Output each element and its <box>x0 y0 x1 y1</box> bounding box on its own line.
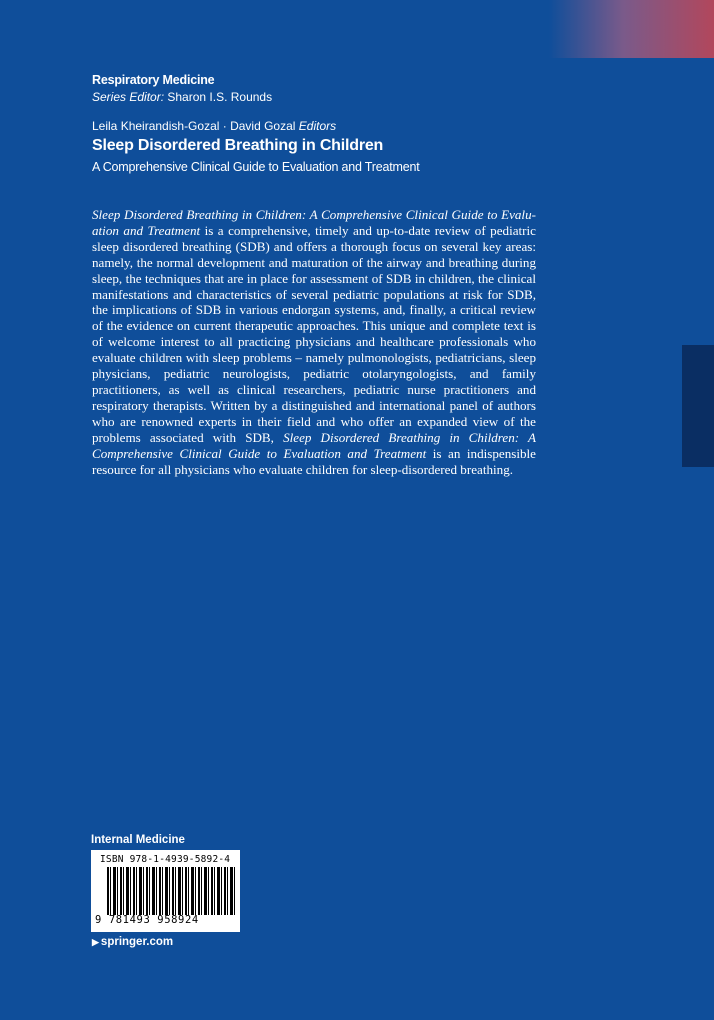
editor-names: Leila Kheirandish-Gozal · David Gozal <box>92 119 296 133</box>
blurb-mid-title: Sleep Disordered Breathing in Children: A Comprehensive Clinical Guide to Evaluation and Treatment <box>92 429 537 461</box>
blurb-body-2: is an indispensible resource for all physicians who evaluate children for sleep-disordered breathing. <box>92 445 536 477</box>
arrow-right-icon: ▶ <box>92 937 99 947</box>
blurb-paragraph <box>92 207 536 477</box>
category-label: Internal Medicine <box>91 834 185 846</box>
series-editor-label: Series Editor: <box>92 90 165 104</box>
isbn-barcode <box>91 850 240 932</box>
isbn-number: ISBN 978-1-4939-5892-4 <box>100 854 231 865</box>
series-editor-name: Sharon I.S. Rounds <box>167 90 273 104</box>
side-tab-marker <box>682 345 714 467</box>
publisher-link[interactable] <box>92 935 173 949</box>
barcode-digits: 9 781493 958924 <box>95 914 199 926</box>
series-editor <box>92 89 272 106</box>
barcode-bars <box>107 867 235 915</box>
book-subtitle: A Comprehensive Clinical Guide to Evaluation and Treatment <box>92 160 420 174</box>
corner-gradient-accent <box>549 0 714 58</box>
blurb-lead-title: Sleep Disordered Breathing in Children: A Comprehensive Clinical Guide to Evaluation and Treatment <box>92 207 536 238</box>
editors-role: Editors <box>298 119 337 133</box>
publisher-url: springer.com <box>100 936 174 948</box>
book-title: Sleep Disordered Breathing in Children <box>92 137 384 154</box>
editors-line <box>92 118 336 134</box>
series-block <box>92 72 272 106</box>
series-name: Respiratory Medicine <box>92 73 215 87</box>
blurb-body-1: is a comprehensive, timely and up-to-date review of pediatric sleep disordered breathing (SDB) and offers a thorough focus on several key areas: namely, the normal development and maturation of the airway and breathing during sleep, the techniques that are in place for assessment of SDB in children, the clinical manifestations and characteristics of several pediatric populations at risk for SDB, the implications of SDB in various endorgan systems, and, finally, a critical review of the evidence on current therapeutic approaches. This unique and complete text is of welcome interest to all practicing physicians and healthcare professionals who evaluate children with sleep problems – namely pulmonologists, pediatricians, sleep physicians, pediatric neurologists, pediatric otolaryngologists, and family practitioners, as well as clinical researchers, pediatric nurse practitioners and respiratory therapists. Written by a distinguished and international panel of authors who are renowned experts in their field and who offer an expanded view of the problems associated with SDB, <box>92 222 536 445</box>
